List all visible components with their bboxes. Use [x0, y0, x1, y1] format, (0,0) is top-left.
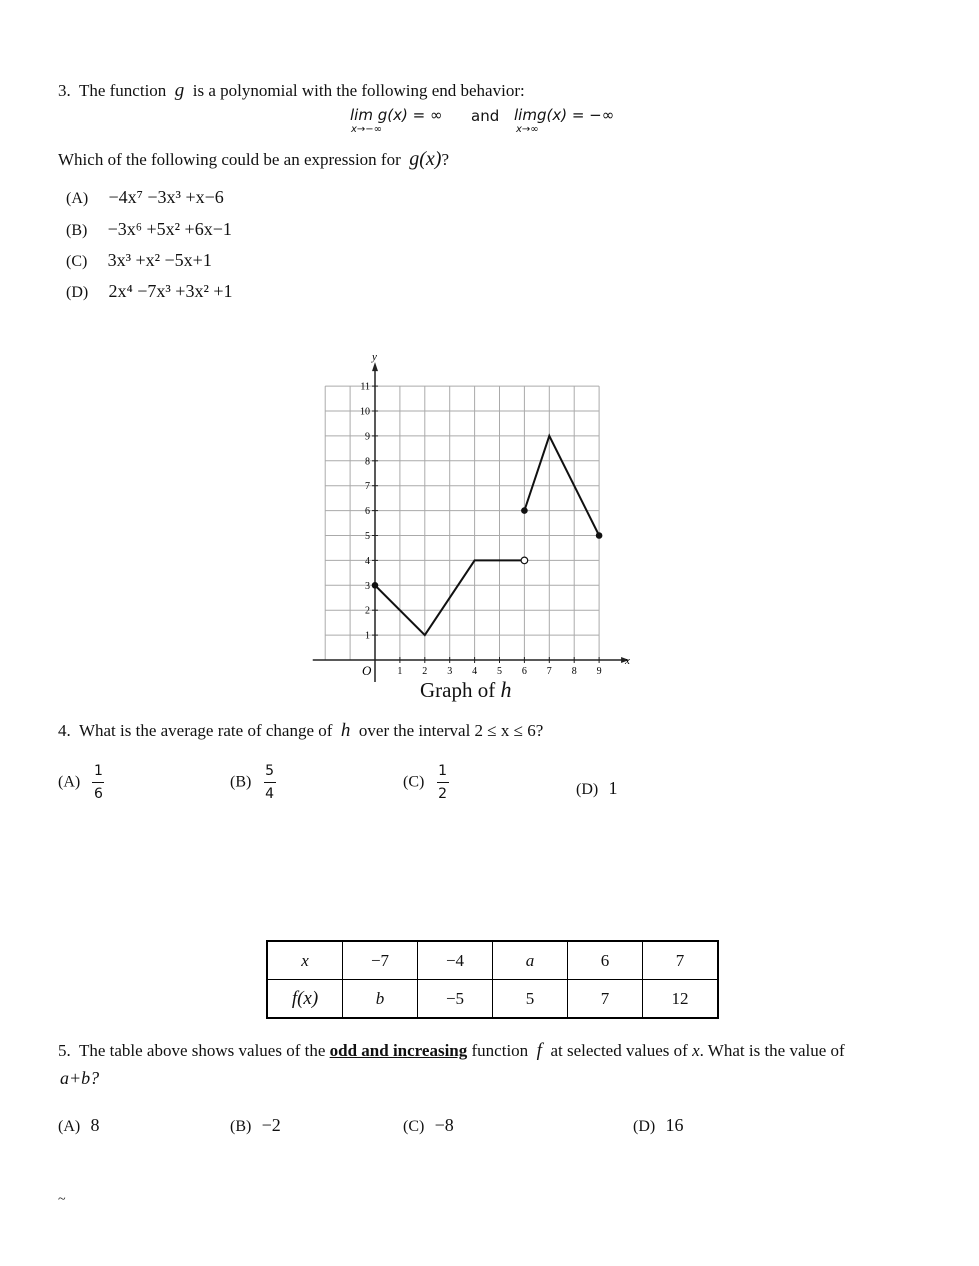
table-cell: −7 — [343, 941, 418, 980]
q3-question — [58, 148, 449, 171]
choice-label: (B) — [66, 222, 88, 239]
closed-point — [596, 532, 603, 539]
y-tick-label: 5 — [365, 531, 370, 542]
choice-expr: 3x³ +x² −5x+1 — [107, 250, 212, 270]
q5-choice-c[interactable] — [403, 1115, 454, 1136]
y-axis-arrow — [372, 362, 378, 371]
q4-text-b: over the interval 2 ≤ x ≤ 6? — [358, 721, 544, 740]
choice-value: −2 — [261, 1115, 281, 1135]
q3-and: and — [471, 107, 500, 125]
table-cell: 7 — [643, 941, 719, 980]
q4-fn: h — [340, 720, 351, 741]
graph-of-h — [300, 345, 650, 710]
choice-label: (C) — [66, 253, 88, 270]
q3-fn: g — [174, 80, 185, 101]
table-cell: 5 — [493, 980, 568, 1019]
closed-point — [521, 507, 528, 514]
x-tick-label: 9 — [596, 666, 602, 677]
q3-limit-2 — [514, 106, 614, 124]
y-tick-label: 2 — [365, 605, 370, 617]
y-tick-label: 6 — [365, 506, 370, 518]
q4-choice-a[interactable] — [58, 764, 104, 801]
q4-choice-d[interactable] — [576, 778, 617, 799]
lim-sub-1: x→−∞ — [351, 124, 383, 135]
q5-stem — [58, 1040, 845, 1062]
fraction — [92, 764, 104, 801]
q5-var: x — [692, 1041, 700, 1060]
y-tick-label: 4 — [365, 555, 370, 567]
q5-text-d: . What is the value of — [699, 1041, 845, 1060]
q5-text-b: function — [471, 1041, 529, 1060]
x-tick-label: 5 — [497, 666, 502, 677]
choice-label: (D) — [633, 1118, 656, 1135]
table-head-x: x — [267, 941, 343, 980]
footer-mark: ~ — [58, 1192, 66, 1207]
grid — [325, 386, 599, 660]
choice-label: (C) — [403, 1118, 425, 1135]
q4-number: 4. — [58, 721, 71, 740]
x-tick-label: 7 — [546, 666, 552, 677]
q3-number: 3. — [58, 81, 71, 100]
q5-text-c: at selected values of — [550, 1041, 688, 1060]
choice-label: (C) — [403, 773, 425, 791]
y-tick-label: 8 — [365, 456, 370, 468]
choice-expr: 2x⁴ −7x³ +3x² +1 — [108, 281, 233, 301]
fraction — [437, 764, 449, 801]
numerator: 1 — [94, 763, 103, 779]
q4-choice-c[interactable] — [403, 764, 449, 801]
x-tick-label: 4 — [472, 666, 478, 677]
q5-text-a: The table above shows values of the — [78, 1041, 326, 1060]
x-axis-label: x — [625, 655, 630, 667]
choice-label: (A) — [58, 773, 81, 791]
choice-label: (D) — [66, 284, 89, 301]
choice-value: 1 — [608, 778, 618, 798]
choice-value: 16 — [665, 1115, 684, 1135]
choice-value: 8 — [90, 1115, 100, 1135]
table-row-x — [267, 941, 718, 980]
q3-limit-1 — [350, 106, 442, 124]
x-tick-label: 6 — [521, 666, 527, 677]
y-tick-label: 9 — [365, 431, 370, 443]
table-cell: a — [493, 941, 568, 980]
origin-label: O — [362, 663, 372, 678]
lim-expr-2: g(x) = −∞ — [536, 106, 615, 124]
q3-question-end: ? — [441, 150, 449, 169]
numerator: 1 — [438, 763, 448, 779]
q3-choice-c[interactable] — [66, 250, 212, 271]
q5-number: 5. — [58, 1041, 71, 1060]
q5-fn: f — [536, 1040, 542, 1061]
q3-choice-a[interactable] — [66, 187, 224, 208]
table-cell: 7 — [568, 980, 643, 1019]
choice-label: (D) — [576, 781, 599, 798]
lim-word-1: lim — [350, 106, 373, 124]
q3-intro-b: is a polynomial with the following end behavior: — [192, 81, 525, 100]
table-cell: 12 — [643, 980, 719, 1019]
y-tick-label: 3 — [365, 580, 370, 592]
table-head-fx: f(x) — [267, 980, 343, 1019]
q3-choice-d[interactable] — [66, 281, 233, 302]
q4-text-a: What is the average rate of change of — [78, 721, 333, 740]
q5-choice-d[interactable] — [633, 1115, 683, 1136]
q5-bold-text: odd and increasing — [329, 1041, 468, 1060]
open-point — [521, 557, 528, 564]
denominator: 2 — [438, 786, 448, 802]
lim-expr-1: g(x) = ∞ — [377, 106, 443, 124]
numerator: 5 — [265, 763, 275, 779]
q5-line-2: a+b? — [60, 1068, 100, 1088]
denominator: 4 — [265, 786, 275, 802]
q5-choice-a[interactable] — [58, 1115, 99, 1136]
choice-value: −8 — [434, 1115, 454, 1135]
table-row-fx — [267, 980, 718, 1019]
table-cell: −5 — [418, 980, 493, 1019]
denominator: 6 — [94, 786, 103, 802]
lim-sub-2: x→∞ — [516, 124, 539, 135]
lim-word-2: lim — [514, 106, 537, 124]
y-tick-label: 11 — [360, 381, 370, 393]
x-tick-label: 3 — [447, 666, 453, 677]
graph-caption-fn: h — [500, 677, 512, 702]
q3-question-fn: g(x) — [409, 148, 442, 170]
q3-intro-a: The function — [78, 81, 167, 100]
q4-choice-b[interactable] — [230, 764, 276, 801]
table-cell: b — [343, 980, 418, 1019]
x-tick-label: 8 — [571, 666, 577, 677]
q5-choice-b[interactable] — [230, 1115, 281, 1136]
q4-stem — [58, 720, 543, 742]
choice-label: (A) — [66, 190, 89, 207]
q3-question-text: Which of the following could be an expression for — [58, 150, 401, 169]
table-cell: 6 — [568, 941, 643, 980]
q3-stem — [58, 80, 525, 102]
choice-label: (B) — [230, 1118, 252, 1135]
y-tick-label: 1 — [365, 630, 370, 642]
y-tick-label: 7 — [365, 481, 370, 493]
tick-labels — [360, 382, 602, 677]
y-axis-label: y — [372, 351, 377, 363]
x-tick-label: 1 — [397, 666, 403, 677]
graph-caption — [420, 677, 511, 703]
y-tick-label: 10 — [360, 406, 370, 418]
choice-label: (B) — [230, 773, 252, 791]
choice-expr: −4x⁷ −3x³ +x−6 — [108, 187, 224, 207]
closed-point — [372, 582, 379, 589]
fraction — [264, 764, 276, 801]
choice-label: (A) — [58, 1118, 81, 1135]
graph-caption-text: Graph of — [420, 678, 496, 702]
function-table — [266, 940, 719, 1019]
x-tick-label: 2 — [422, 666, 428, 677]
choice-expr: −3x⁶ +5x² +6x−1 — [107, 219, 232, 239]
q3-choice-b[interactable] — [66, 219, 232, 240]
table-cell: −4 — [418, 941, 493, 980]
